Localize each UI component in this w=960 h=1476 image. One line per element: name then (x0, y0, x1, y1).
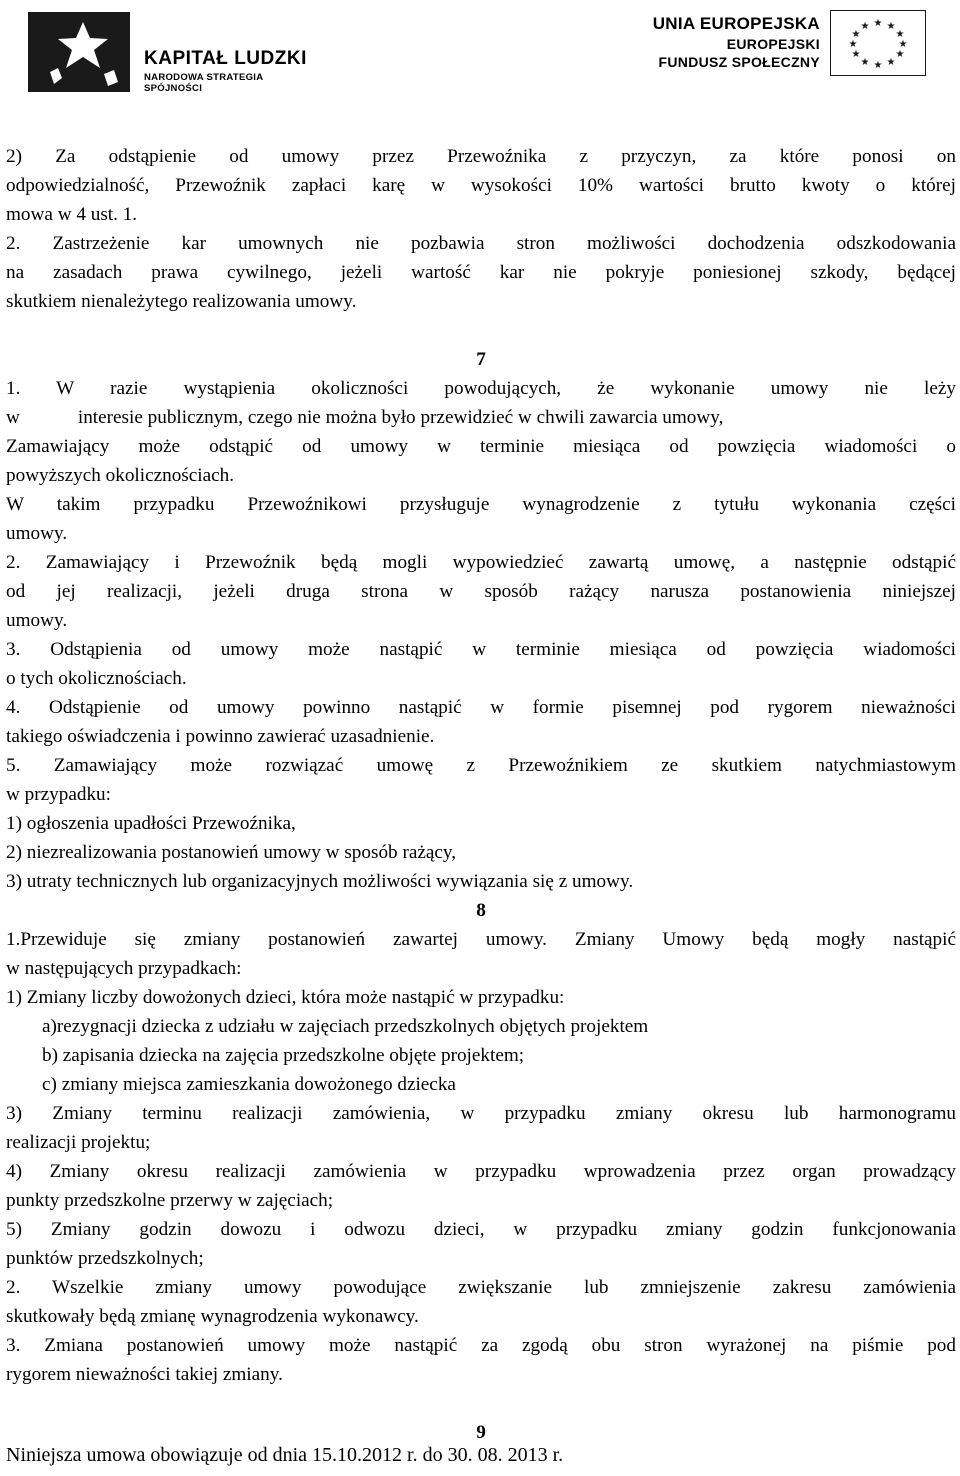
eu-logo-line1: UNIA EUROPEJSKA (652, 14, 820, 33)
text-line: b) zapisania dziecka na zajęcia przedszkolne objęte projektem; (42, 1045, 525, 1066)
svg-text:★: ★ (873, 18, 883, 29)
section-heading-9: 9 (476, 1422, 486, 1443)
kapital-ludzki-emblem-icon (28, 12, 130, 92)
text-line: 3) utraty technicznych lub organizacyjnych możliwości wywiązania się z umowy. (6, 871, 634, 892)
text-line: 4) Zmiany okresu realizacji zamówienia w przypadku wprowadzenia przez organ prowadzący (6, 1161, 956, 1182)
kapital-ludzki-logo (28, 12, 308, 92)
text-line: skutkowały będą zmianę wynagrodzenia wykonawcy. (6, 1306, 419, 1327)
text-line: c) zmiany miejsca zamieszkania dowożonego dziecka (42, 1074, 456, 1095)
text-line: umowy. (6, 610, 68, 631)
kapital-ludzki-subtitle: NARODOWA STRATEGIA SPÓJNOŚCI (144, 72, 264, 94)
text-line: 4. Odstąpienie od umowy powinno nastąpić w formie pisemnej pod rygorem nieważności (6, 697, 956, 718)
text-line: 5) Zmiany godzin dowozu i odwozu dzieci, w przypadku zmiany godzin funkcjonowania (6, 1219, 956, 1240)
text-line: W takim przypadku Przewoźnikowi przysługuje wynagrodzenie z tytułu wykonania części (6, 494, 956, 515)
text-line: mowa w 4 ust. 1. (6, 204, 138, 225)
svg-text:★: ★ (886, 57, 896, 68)
svg-text:★: ★ (860, 57, 870, 68)
text-line: Zamawiający może odstąpić od umowy w terminie miesiąca od powzięcia wiadomości o (6, 436, 956, 457)
text-line: o tych okolicznościach. (6, 668, 187, 689)
eu-logo-line3: FUNDUSZ SPOŁECZNY (658, 54, 820, 70)
text-line: na zasadach prawa cywilnego, jeżeli wartość kar nie pokryje poniesionej szkody, będącej (6, 262, 956, 283)
text-line: 3. Odstąpienia od umowy może nastąpić w terminie miesiąca od powzięcia wiadomości (6, 639, 956, 660)
text-line: skutkiem nienależytego realizowania umowy. (6, 291, 357, 312)
text-line: odpowiedzialność, Przewoźnik zapłaci karę w wysokości 10% wartości brutto kwoty o której (6, 175, 956, 196)
svg-text:★: ★ (895, 49, 905, 60)
text-line: 3) Zmiany terminu realizacji zamówienia, w przypadku zmiany okresu lub harmonogramu (6, 1103, 956, 1124)
text-line: 1) ogłoszenia upadłości Przewoźnika, (6, 813, 296, 834)
text-fragment: w (6, 407, 20, 428)
text-line: 2. Zastrzeżenie kar umownych nie pozbawia stron możliwości dochodzenia odszkodowania (6, 233, 956, 254)
eu-flag-icon (830, 10, 926, 76)
kapital-ludzki-title: KAPITAŁ LUDZKI (144, 48, 307, 69)
svg-text:★: ★ (848, 39, 858, 50)
text-line: realizacji projektu; (6, 1132, 151, 1153)
text-line: 2) niezrealizowania postanowień umowy w sposób rażący, (6, 842, 457, 863)
text-fragment: interesie publicznym, czego nie można było przewidzieć w chwili zawarcia umowy, (77, 407, 724, 428)
svg-text:★: ★ (851, 29, 861, 40)
svg-text:★: ★ (873, 60, 883, 71)
document-body (6, 142, 956, 1447)
text-line: rygorem nieważności takiej zmiany. (6, 1364, 283, 1385)
text-line: w następujących przypadkach: (6, 958, 242, 979)
eu-logo-line2: EUROPEJSKI (726, 36, 820, 52)
section-heading-8: 8 (476, 900, 486, 921)
svg-text:★: ★ (895, 29, 905, 40)
text-line: 2) Za odstąpienie od umowy przez Przewoźnika z przyczyn, za które ponosi on (6, 146, 956, 167)
validity-line: Niniejsza umowa obowiązuje od dnia 15.10.2012 r. do 30. 08. 2013 r. (6, 1444, 564, 1466)
text-line: umowy. (6, 523, 68, 544)
eu-logo (640, 10, 940, 80)
text-line: powyższych okolicznościach. (6, 465, 235, 486)
text-line: 2. Zamawiający i Przewoźnik będą mogli wypowiedzieć zawartą umowę, a następnie odstąpić (6, 552, 956, 573)
text-line: 3. Zmiana postanowień umowy może nastąpić za zgodą obu stron wyrażonej na piśmie pod (6, 1335, 956, 1356)
text-line: 5. Zamawiający może rozwiązać umowę z Przewoźnikiem ze skutkiem natychmiastowym (6, 755, 956, 776)
text-line: 2. Wszelkie zmiany umowy powodujące zwiększanie lub zmniejszenie zakresu zamówienia (6, 1277, 956, 1298)
section-heading-7: 7 (476, 349, 486, 370)
text-line: takiego oświadczenia i powinno zawierać uzasadnienie. (6, 726, 435, 747)
text-line: a)rezygnacji dziecka z udziału w zajęciach przedszkolnych objętych projektem (42, 1016, 649, 1037)
svg-text:★: ★ (860, 21, 870, 32)
svg-text:★: ★ (886, 21, 896, 32)
text-line: 1) Zmiany liczby dowożonych dzieci, która może nastąpić w przypadku: (6, 987, 565, 1008)
text-line: punkty przedszkolne przerwy w zajęciach; (6, 1190, 334, 1211)
text-line: w przypadku: (6, 784, 111, 805)
text-line: 1. W razie wystąpienia okoliczności powodujących, że wykonanie umowy nie leży (6, 378, 956, 399)
svg-text:★: ★ (851, 49, 861, 60)
text-line: od jej realizacji, jeżeli druga strona w sposób rażący narusza postanowienia niniejszej (6, 581, 956, 602)
svg-text:★: ★ (898, 39, 908, 50)
text-line (6, 403, 956, 432)
text-line: 1.Przewiduje się zmiany postanowień zawartej umowy. Zmiany Umowy będą mogły nastąpić (6, 929, 956, 950)
text-line: punktów przedszkolnych; (6, 1248, 204, 1269)
